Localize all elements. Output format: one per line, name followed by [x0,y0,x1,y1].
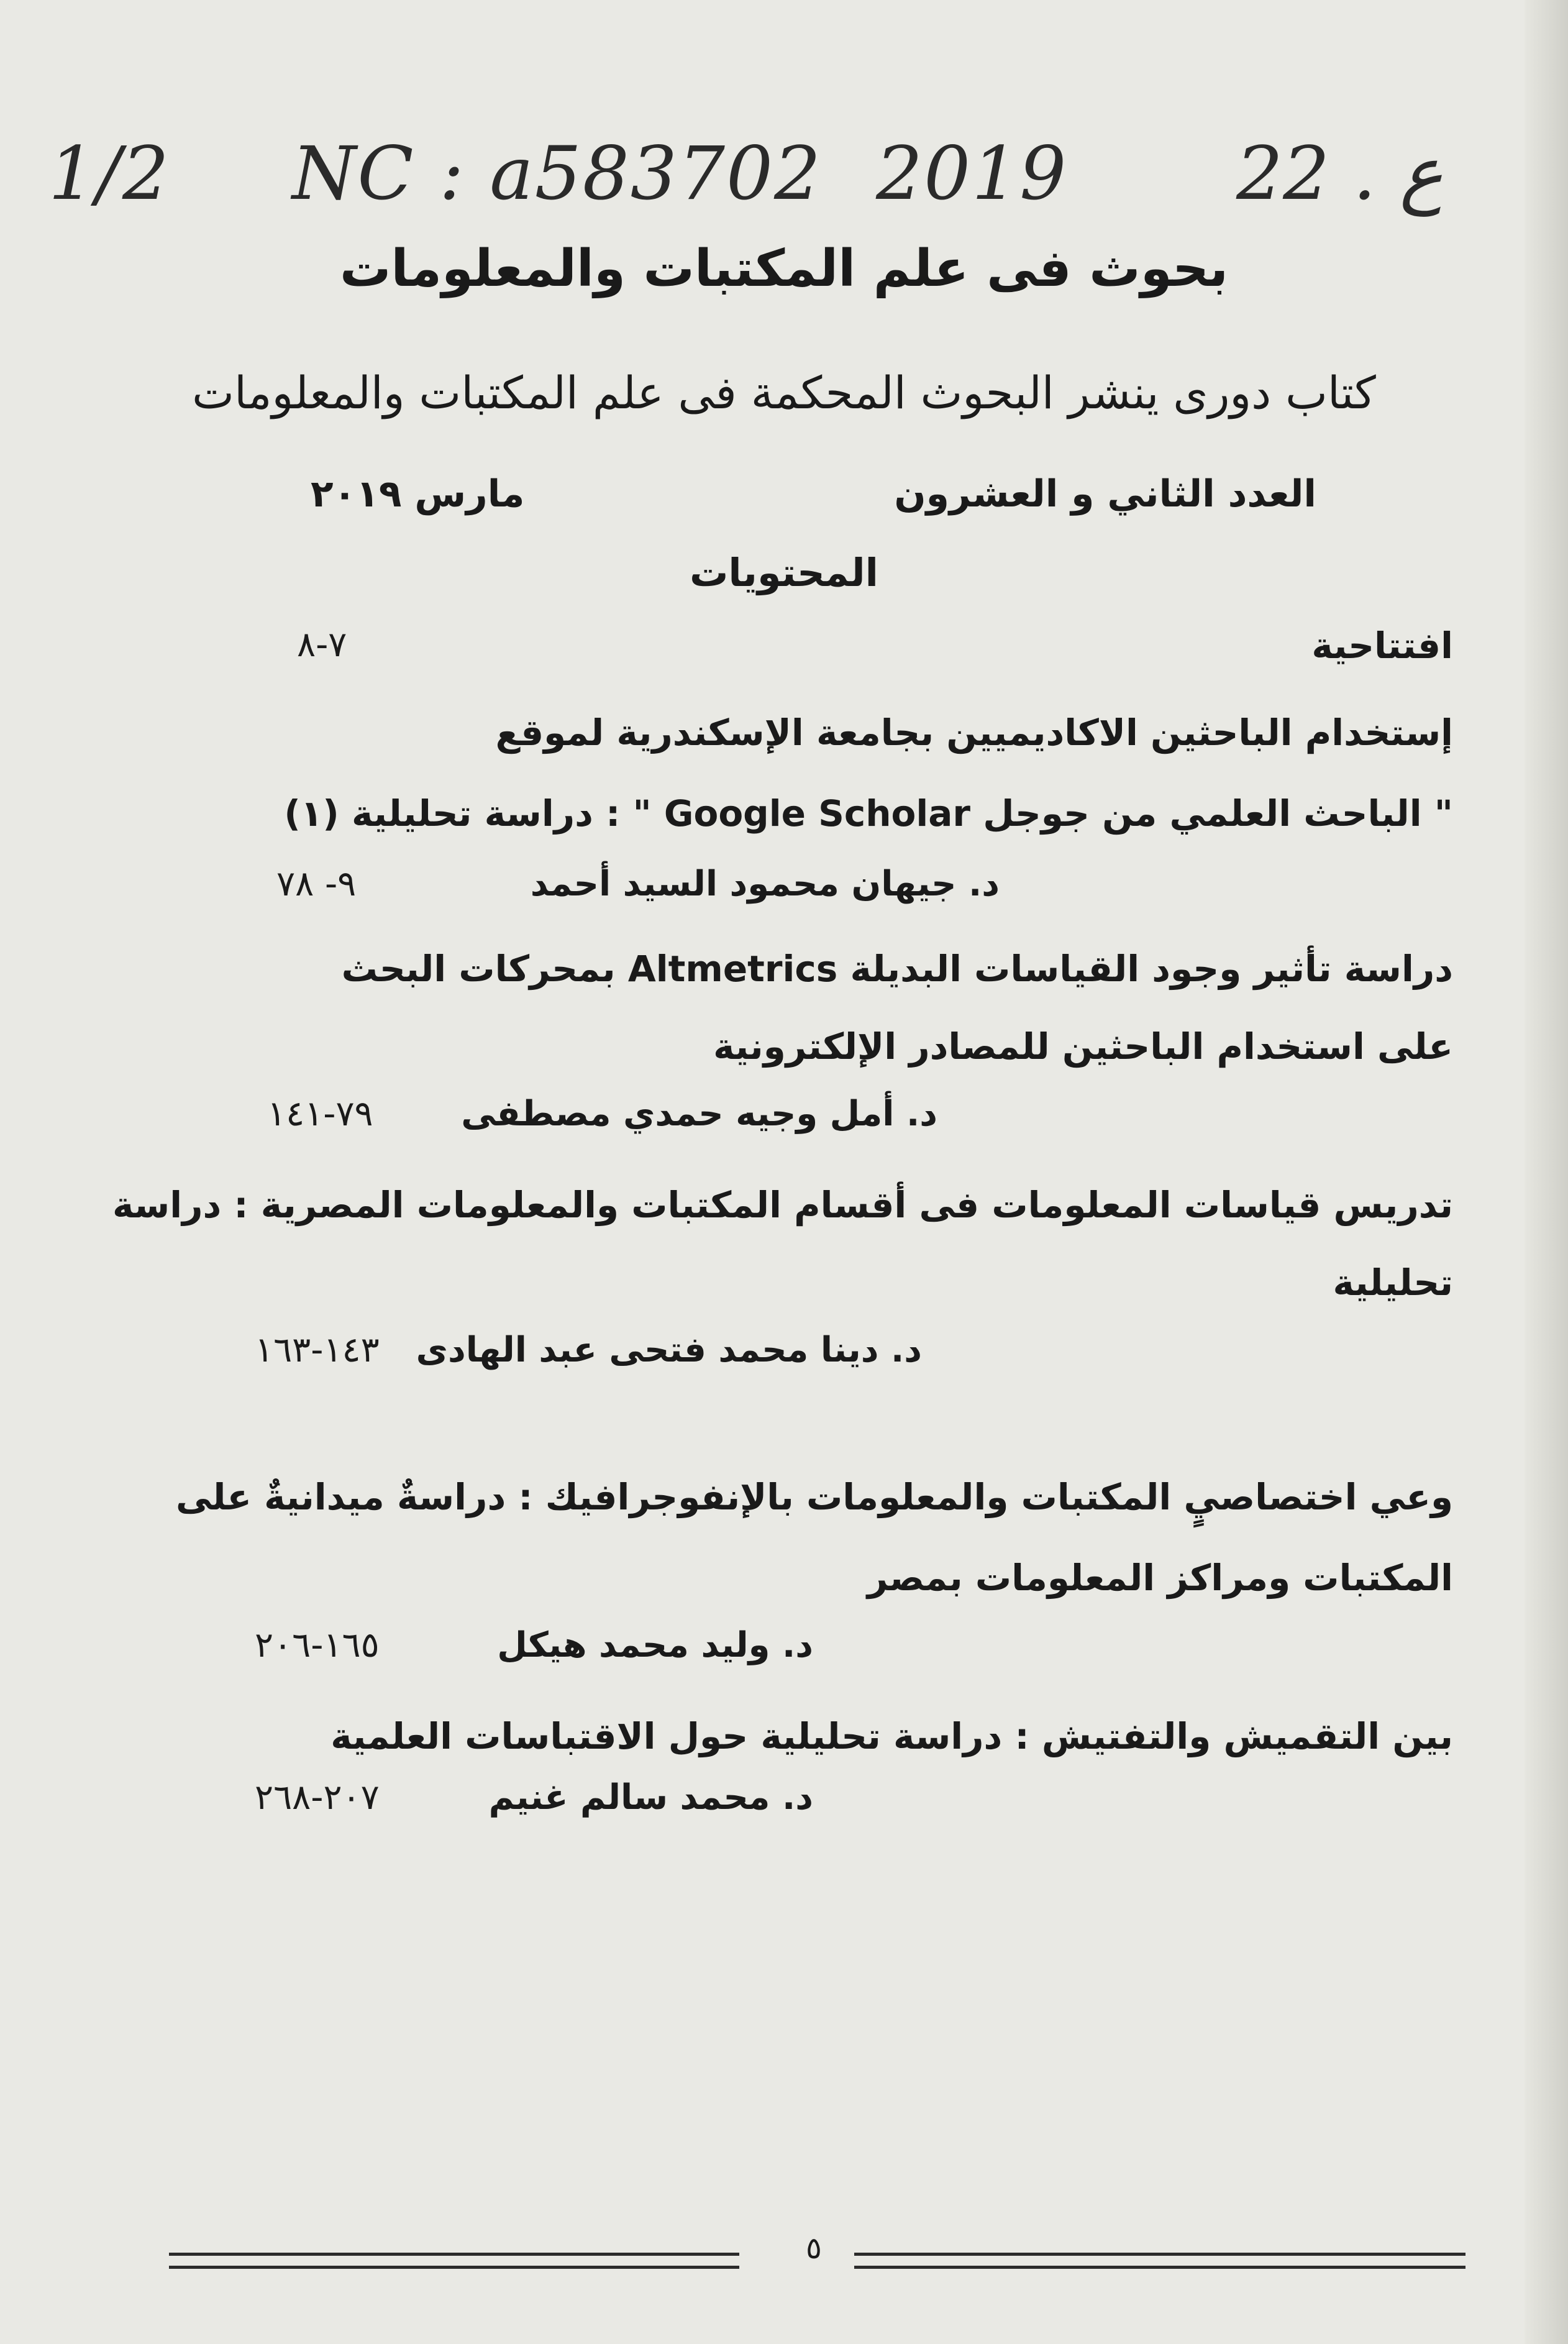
toc-entry-author: د. جيهان محمود السيد أحمد [530,864,1000,904]
page-edge-shadow [1525,0,1568,2344]
toc-entry-title: " الباحث العلمي من جوجل Google Scholar " : دراسة تحليلية (١) [284,792,1453,835]
journal-title: بحوث فى علم المكتبات والمعلومات [340,239,1228,298]
toc-entry-title: إستخدام الباحثين الاكاديميين بجامعة الإسكندرية لموقع [495,712,1453,754]
toc-entry-pages: ١٦٥-٢٠٦ [255,1625,380,1665]
toc-entry-title: على استخدام الباحثين للمصادر الإلكترونية [713,1025,1453,1068]
toc-entry-title: بين التقميش والتفتيش : دراسة تحليلية حول الاقتباسات العلمية [330,1715,1453,1757]
handwritten-note-year: 2019 [876,130,1068,216]
journal-subtitle: كتاب دورى ينشر البحوث المحكمة فى علم المكتبات والمعلومات [192,367,1376,419]
toc-entry-author: د. دينا محمد فتحى عبد الهادى [416,1330,922,1370]
toc-entry-pages: ٩- ٧٨ [276,864,357,904]
issue-date: مارس ٢٠١٩ [311,472,525,516]
toc-entry-pages: ٢٠٧-٢٦٨ [255,1777,380,1818]
handwritten-note-issue: 22 . ع [1236,130,1444,216]
page-number: ٥ [806,2231,822,2266]
issue-number: العدد الثاني و العشرون [894,472,1316,516]
toc-entry-pages: ٧-٨ [297,625,347,665]
toc-entry-pages: ٧٩-١٤١ [267,1094,373,1134]
footer-rule-left [169,2253,739,2269]
contents-heading: المحتويات [690,550,878,595]
footer-rule-right [854,2253,1465,2269]
toc-entry-pages: ١٤٣-١٦٣ [255,1330,380,1370]
toc-entry-author: د. أمل وجيه حمدي مصطفى [461,1094,937,1134]
toc-entry-title: افتتاحية [1311,625,1453,667]
handwritten-note-catalog-number: NC : a583702 [292,130,823,216]
toc-entry-title: تحليلية [1333,1261,1453,1304]
toc-entry-title: تدريس قياسات المعلومات فى أقسام المكتبات والمعلومات المصرية : دراسة [112,1184,1453,1226]
toc-entry-author: د. وليد محمد هيكل [497,1625,813,1665]
handwritten-note-fraction: 1/2 [48,130,170,216]
toc-entry-title: وعي اختصاصيٍ المكتبات والمعلومات بالإنفوجرافيك : دراسةٌ ميدانيةٌ على [176,1476,1453,1518]
toc-entry-author: د. محمد سالم غنيم [488,1777,813,1818]
toc-entry-title: دراسة تأثير وجود القياسات البديلة Altmetrics بمحركات البحث [341,948,1453,990]
toc-entry-title: المكتبات ومراكز المعلومات بمصر [867,1557,1453,1599]
